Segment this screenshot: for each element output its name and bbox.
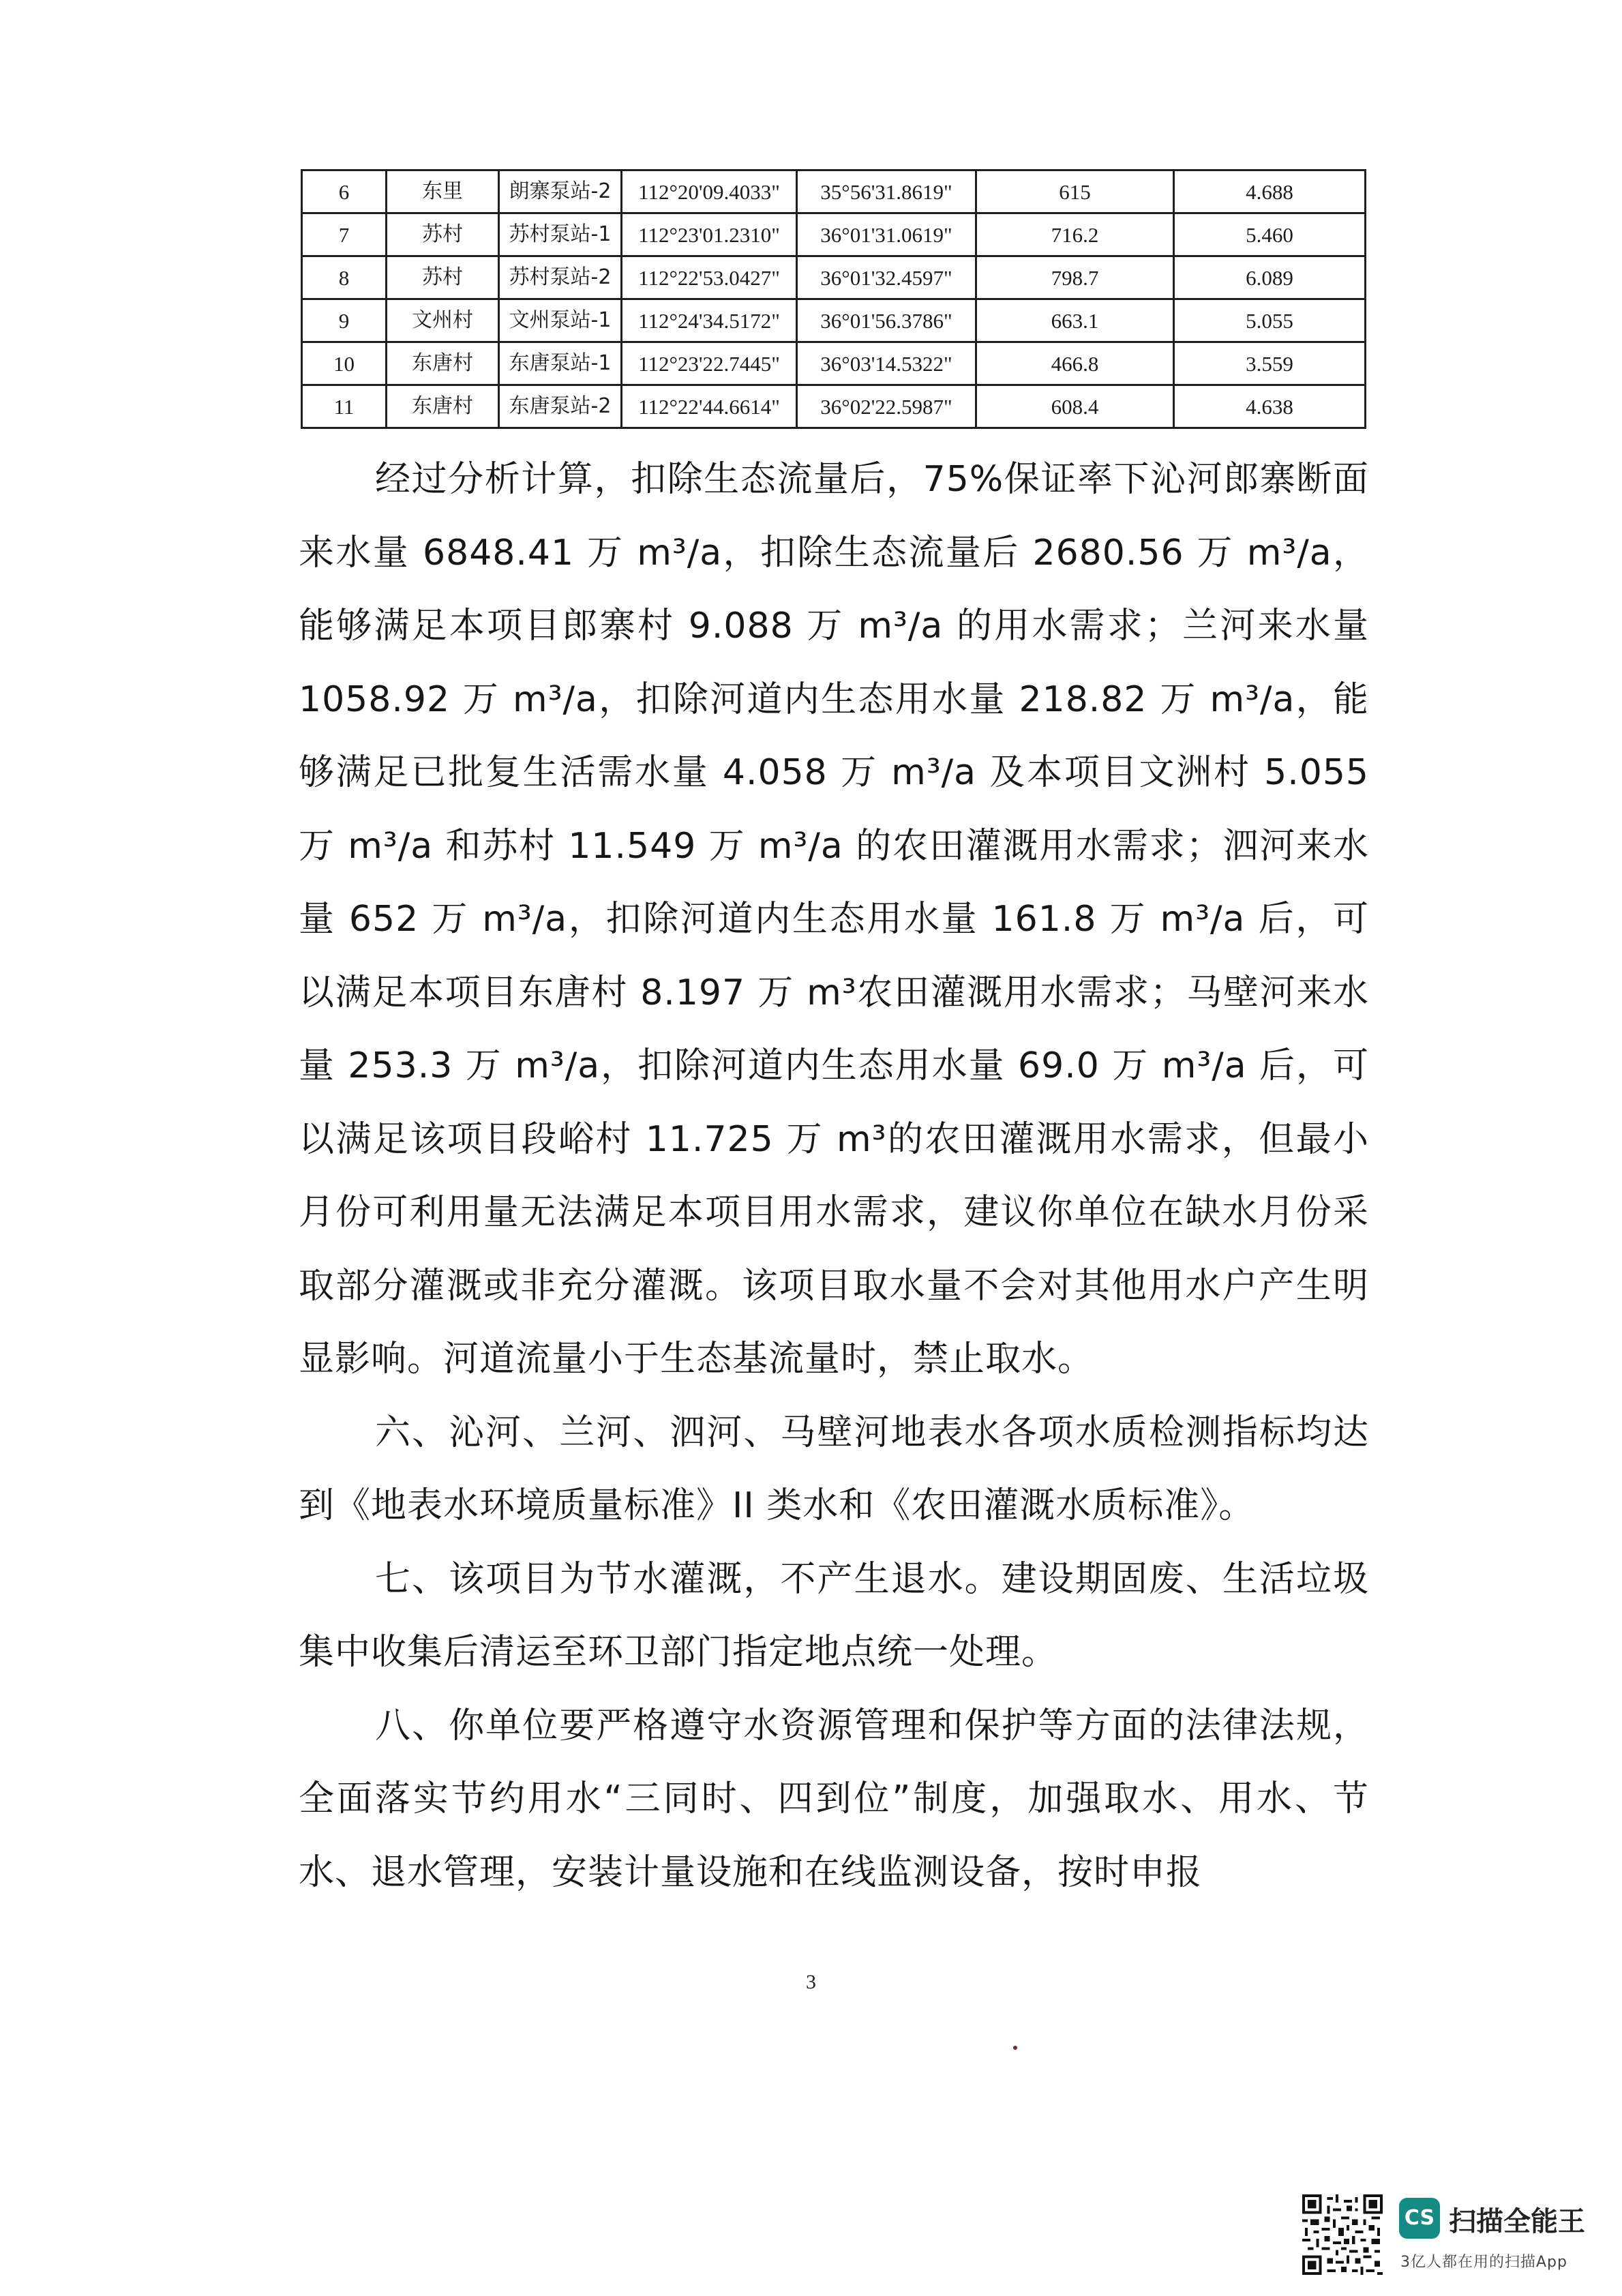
table-row [302, 342, 1366, 385]
cell-station: 朗寨泵站-2 [499, 170, 622, 213]
cell-longitude: 112°24'34.5172" [622, 299, 797, 342]
cell-value-2: 5.460 [1174, 213, 1366, 256]
cell-longitude: 112°22'44.6614" [622, 385, 797, 428]
cell-station: 苏村泵站-2 [499, 256, 622, 299]
paragraph-eight: 八、你单位要严格遵守水资源管理和保护等方面的法律法规，全面落实节约用水“三同时、四到位”制度，加强取水、用水、节水、退水管理，安装计量设施和在线监测设备，按时申报 [299, 1705, 1369, 1893]
paragraph-seven: 七、该项目为节水灌溉，不产生退水。建设期固废、生活垃圾集中收集后清运至环卫部门指定地点统一处理。 [299, 1558, 1369, 1673]
cell-longitude: 112°20'09.4033" [622, 170, 797, 213]
cell-value-1: 798.7 [976, 256, 1174, 299]
cell-number: 6 [302, 170, 387, 213]
cell-value-2: 4.688 [1174, 170, 1366, 213]
cell-village: 文州村 [387, 299, 499, 342]
cell-latitude: 35°56'31.8619" [797, 170, 976, 213]
qr-code-icon [1302, 2194, 1383, 2275]
cell-value-2: 6.089 [1174, 256, 1366, 299]
table-row [302, 299, 1366, 342]
cell-value-2: 5.055 [1174, 299, 1366, 342]
cell-number: 11 [302, 385, 387, 428]
cell-station: 东唐泵站-1 [499, 342, 622, 385]
paragraph-analysis: 经过分析计算，扣除生态流量后，75%保证率下沁河郎寨断面来水量 6848.41 万 m³/a，扣除生态流量后 2680.56 万 m³/a，能够满足本项目郎寨村 9.088 万 m³/a 的用水需求；兰河来水量 1058.92 万 m³/a，扣除河道内生态用水量 218.82 万 m³/a，能够满足已批复生活需水量 4.058 万 m³/a 及本项目文洲村 5.055 万 m³/a 和苏村 11.549 万 m³/a 的农田灌溉用水需求；泗河来水量 652 万 m³/a，扣除河道内生态用水量 161.8 万 m³/a 后，可以满足本项目东唐村 8.197 万 m³农田灌溉用水需求；马壁河来水量 253.3 万 m³/a，扣除河道内生态用水量 69.0 万 m³/a 后，可以满足该项目段峪村 11.725 万 m³的农田灌溉用水需求，但最小月份可利用量无法满足本项目用水需求，建议你单位在缺水月份采取部分灌溉或非充分灌溉。该项目取水量不会对其他用水户产生明显影响。河道流量小于生态基流量时，禁止取水。 [299, 459, 1369, 1380]
cs-logo-badge: CS [1399, 2198, 1440, 2239]
cell-village: 东唐村 [387, 385, 499, 428]
cell-number: 7 [302, 213, 387, 256]
cell-number: 9 [302, 299, 387, 342]
table-row [302, 213, 1366, 256]
cell-latitude: 36°01'56.3786" [797, 299, 976, 342]
brand-name: 扫描全能王 [1449, 2206, 1585, 2237]
cell-latitude: 36°01'31.0619" [797, 213, 976, 256]
cell-longitude: 112°22'53.0427" [622, 256, 797, 299]
cell-village: 东唐村 [387, 342, 499, 385]
body-text [299, 443, 1369, 1909]
table-row [302, 170, 1366, 213]
page-number: 3 [806, 1971, 816, 1993]
cell-value-1: 608.4 [976, 385, 1174, 428]
cell-latitude: 36°01'32.4597" [797, 256, 976, 299]
cell-value-1: 716.2 [976, 213, 1174, 256]
table-body [302, 170, 1366, 428]
cell-longitude: 112°23'01.2310" [622, 213, 797, 256]
cell-number: 8 [302, 256, 387, 299]
cell-village: 苏村 [387, 213, 499, 256]
cell-value-1: 466.8 [976, 342, 1174, 385]
cell-latitude: 36°03'14.5322" [797, 342, 976, 385]
pump-station-table [301, 169, 1366, 429]
cell-station: 东唐泵站-2 [499, 385, 622, 428]
cell-village: 东里 [387, 170, 499, 213]
brand-tagline: 3亿人都在用的扫描App [1400, 2254, 1567, 2271]
cell-station: 苏村泵站-1 [499, 213, 622, 256]
cell-station: 文州泵站-1 [499, 299, 622, 342]
cell-value-2: 3.559 [1174, 342, 1366, 385]
scanner-watermark [1302, 2194, 1602, 2280]
table-row [302, 385, 1366, 428]
cell-latitude: 36°02'22.5987" [797, 385, 976, 428]
cell-value-2: 4.638 [1174, 385, 1366, 428]
cell-longitude: 112°23'22.7445" [622, 342, 797, 385]
cell-village: 苏村 [387, 256, 499, 299]
cell-value-1: 663.1 [976, 299, 1174, 342]
paragraph-six: 六、沁河、兰河、泗河、马壁河地表水各项水质检测指标均达到《地表水环境质量标准》II 类水和《农田灌溉水质标准》。 [299, 1412, 1369, 1526]
cell-value-1: 615 [976, 170, 1174, 213]
table-row [302, 256, 1366, 299]
cell-number: 10 [302, 342, 387, 385]
ink-speck [1013, 2046, 1017, 2050]
